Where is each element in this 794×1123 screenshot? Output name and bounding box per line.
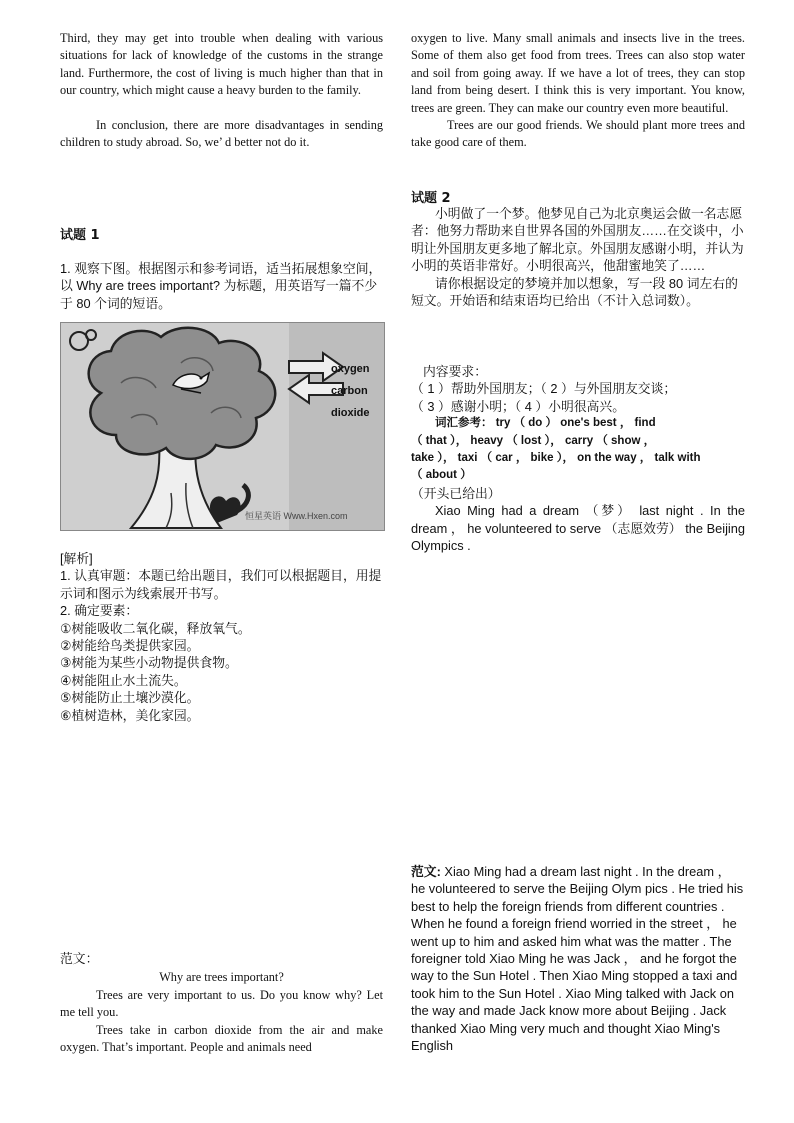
question-2-heading: 试题 2	[411, 191, 451, 206]
question-2-block	[411, 205, 745, 309]
figure-label-oxygen: oxygen	[331, 363, 370, 375]
opening-note: （开头已给出）	[411, 485, 501, 501]
requirements-block	[411, 363, 745, 554]
sample-title: Why are trees important?	[159, 970, 284, 985]
right-column	[411, 30, 745, 152]
question-1-heading: 试题 1	[60, 228, 100, 243]
essay-paragraph: Third, they may get into trouble when dealing with various situations for lack of knowledge of the customs in the strange land. Furthermore, the cost of living is much higher than that in our country, which might cause a heavy burden to the family.	[60, 31, 383, 98]
question-2-task: 请你根据设定的梦境并加以想象，写一段 80 词左右的短文。开始语和结束语均已给出（不计入总词数）。	[411, 275, 738, 309]
question-2-intro: 小明做了一个梦。他梦见自己为北京奥运会做一名志愿者：他努力帮助来自世界各国的外国朋友……在交谈中，小明让外国朋友更多地了解北京。外国朋友感谢小明，并认为小明的英语非常好。小明很高兴，他甜蜜地笑了……	[411, 206, 744, 274]
figure-label-carbon: carbon	[331, 385, 368, 397]
question-1-prompt: 1. 观察下图。根据图示和参考词语，适当拓展想象空间，以 Why are trees important? 为标题，用英语写一篇不少于 80 个词的短语。	[60, 261, 382, 311]
vocabulary-line: （ that ）， heavy （ lost ）， carry （ show ，	[411, 434, 656, 447]
sample-paragraph: Trees take in carbon dioxide from the air and make oxygen. That’s important. People and animals need	[60, 1022, 383, 1055]
requirement-line: （ 3 ）感谢小明；（ 4 ）小明很高兴。	[411, 398, 626, 414]
key-point: ④树能阻止水土流失。	[60, 672, 187, 688]
sample-conclusion: Trees are our good friends. We should plant more trees and take good care of them.	[411, 118, 745, 150]
opening-sentence: Xiao Ming had a dream （梦） last night . In the dream ， he volunteered to serve （志愿效劳） the Beijing Olympics .	[411, 503, 745, 554]
requirement-line: （ 1 ）帮助外国朋友；（ 2 ）与外国朋友交谈；	[411, 381, 677, 397]
sample-paragraph: Trees are very important to us. Do you know why? Let me tell you.	[60, 987, 383, 1020]
analysis-step-1: 1. 认真审题：本题已给出题目，我们可以根据题目，用提示词和图示为线索展开书写。	[60, 568, 382, 601]
analysis-step-2: 2. 确定要素：	[60, 603, 139, 619]
vocabulary-line: take ）， taxi （ car ， bike ）， on the way ， talk with	[411, 452, 701, 465]
key-point: ①树能吸收二氧化碳，释放氧气。	[60, 620, 251, 636]
analysis-title: [解析]	[60, 551, 93, 566]
model-text: Xiao Ming had a dream last night . In the dream ， he volunteered to serve the Beijing Olym pics . He tried his best to help the foreign friends from different countries . When he found a foreign friend worried in the street ， he went up to him and asked him what was the matter . The foreigner told Xiao Ming he was Jack ， and he forgot the way to the Sun Hotel . Then Xiao Ming stopped a taxi and took him to the Sun Hotel . Xiao Ming talked with Jack on the way and made Jack know more about Beijing . Jack thanked Xiao Ming very much and thought Xiao Ming's English	[411, 864, 744, 1054]
analysis-block	[60, 550, 383, 724]
figure-label-dioxide: dioxide	[331, 407, 370, 419]
key-point: ③树能为某些小动物提供食物。	[60, 655, 238, 671]
tree-illustration	[60, 322, 385, 531]
left-column	[60, 30, 383, 151]
model-essay-2	[411, 863, 745, 1054]
vocabulary-line: （ about ）	[411, 469, 472, 482]
sample-continuation: oxygen to live. Many small animals and insects live in the trees. Some of them also get food from trees. Trees can also stop water and soil from going away. If we have a lot of trees, they can stop land from being desert. I think this is very important. You know, trees are green. They can make our country even more beautiful.	[411, 31, 745, 115]
model-label: 范文:	[411, 864, 441, 879]
requirements-title: 内容要求：	[423, 364, 487, 379]
sample-label: 范文：	[60, 951, 99, 966]
sample-essay-1	[60, 950, 383, 1056]
essay-conclusion: In conclusion, there are more disadvantages in sending children to study abroad. So, we’ d better not do it.	[60, 117, 383, 150]
vocabulary-line: 词汇参考： try （ do ） one's best ， find	[435, 417, 656, 430]
figure-watermark: 恒星英语 Www.Hxen.com	[245, 511, 348, 521]
tree-drawing	[61, 323, 384, 530]
key-point: ⑤树能防止土壤沙漠化。	[60, 690, 200, 706]
key-point: ②树能给鸟类提供家园。	[60, 638, 200, 654]
key-point: ⑥植树造林，美化家园。	[60, 707, 200, 723]
